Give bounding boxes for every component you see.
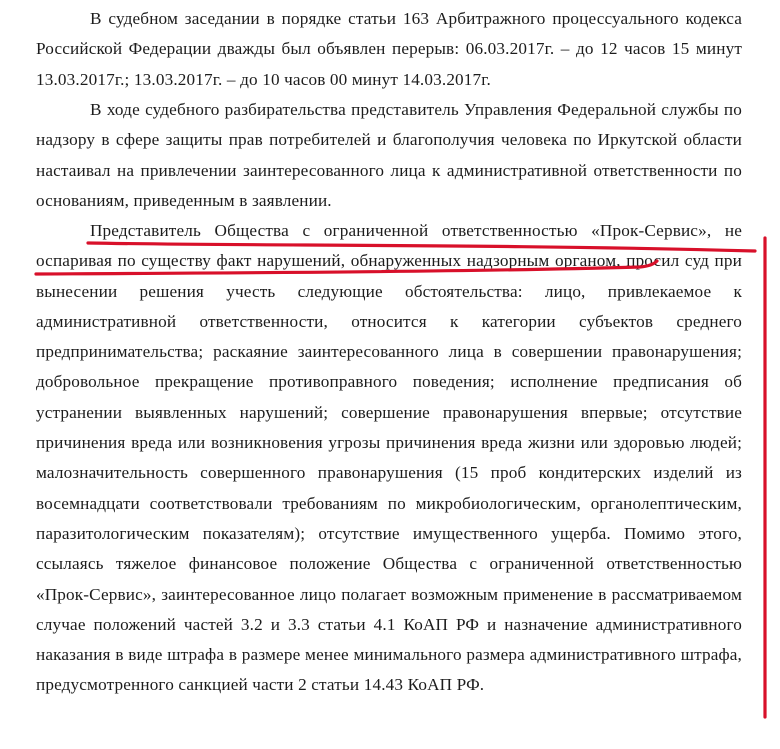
- paragraph-recess: В судебном заседании в порядке статьи 163 Арбитражного процессуального кодекса Российской Федерации дважды был объявлен перерыв: 06.03.2017г. – до 12 часов 15 минут 13.03.2017г.; 13.03.2017г. – до 10 часов 00 минут 14.03.2017г.: [36, 9, 742, 89]
- red-margin-line: [765, 238, 766, 717]
- paragraph-rospotrebnadzor-position: В ходе судебного разбирательства представитель Управления Федеральной службы по надзору в сфере защиты прав потребителей и благополучия человека по Иркутской области настаивал на привлечении заинтересованного лица к административной ответственности по основаниям, приведенным в заявлении.: [36, 100, 742, 210]
- paragraph-company-position: Представитель Общества с ограниченной ответственностью «Прок-Сервис», не оспаривая по существу факт нарушений, обнаруженных надзорным органом, просил суд при вынесении решения учесть следующие обстоятельства: лицо, привлекаемое к административной ответственности, относится к категории субъектов среднего предпринимательства; раскаяние заинтересованного лица в совершении правонарушения; добровольное прекращение противоправного поведения; исполнение предписания об устранении выявленных нарушений; совершение правонарушения впервые; отсутствие причинения вреда или возникновения угрозы причинения вреда жизни или здоровью людей; малозначительность совершенного правонарушения (15 проб кондитерских изделий из восемнадцати соответствовали требованиям по микробиологическим, органолептическим, паразитологическим показателям); отсутствие имущественного ущерба. Помимо этого, ссылаясь тяжелое финансовое положение Общества с ограниченной ответственностью «Прок-Сервис», заинтересованное лицо полагает возможным применение в рассматриваемом случае положений частей 3.2 и 3.3 статьи 4.1 КоАП РФ и назначение административного наказания в виде штрафа в размере менее минимального размера административного штрафа, предусмотренного санкцией части 2 статьи 14.43 КоАП РФ.: [36, 221, 742, 695]
